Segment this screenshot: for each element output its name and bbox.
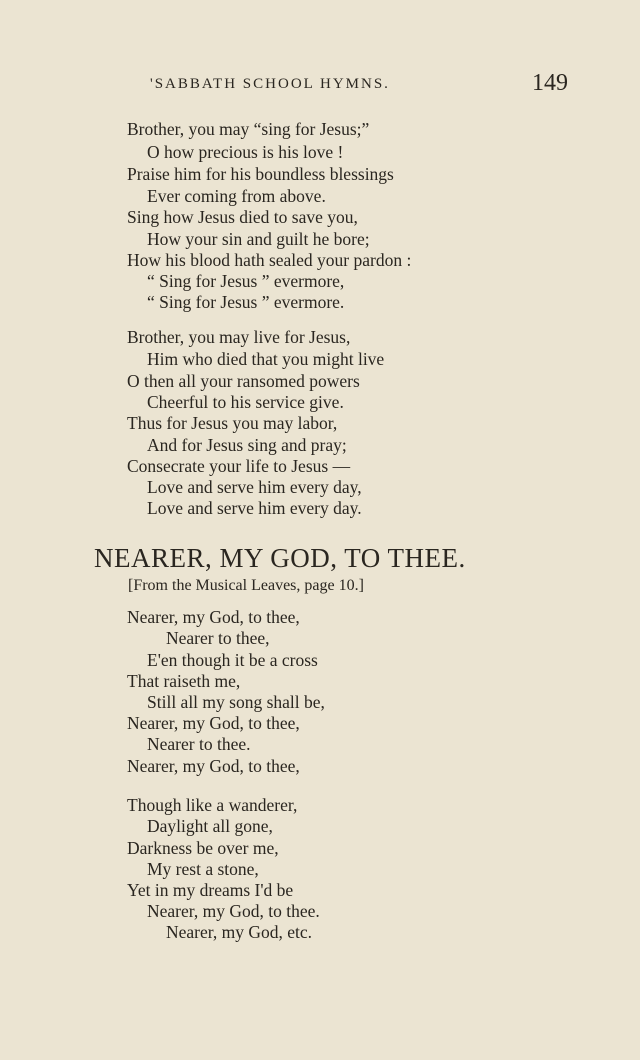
verse-line: Consecrate your life to Jesus — [127,456,351,476]
verse-line: Yet in my dreams I'd be [127,880,294,900]
verse-line: That raiseth me, [127,671,241,691]
hymn-title: NEARER, MY GOD, TO THEE. [94,543,466,573]
verse-line: My rest a stone, [147,859,259,879]
verse-line: “ Sing for Jesus ” evermore. [147,292,345,312]
verse-line: How your sin and guilt he bore; [147,229,370,249]
verse-line: Darkness be over me, [127,838,279,858]
verse-line: E'en though it be a cross [147,650,318,670]
verse-line: Nearer to thee, [166,628,270,648]
verse-line: Nearer, my God, etc. [166,922,313,942]
verse-line: Daylight all gone, [147,816,273,836]
verse-line: How his blood hath sealed your pardon : [127,250,412,270]
verse-line: Nearer, my God, to thee, [127,713,300,733]
verse-line: Still all my song shall be, [147,692,325,712]
verse-line: Nearer, my God, to thee, [127,607,300,627]
verse-line: O then all your ransomed powers [127,371,360,391]
verse-line: Love and serve him every day, [147,477,362,497]
page-number: 149 [532,70,568,96]
hymn-source: [From the Musical Leaves, page 10.] [128,577,364,594]
verse-line: Nearer to thee. [147,734,251,754]
verse-line: Nearer, my God, to thee, [127,756,300,776]
verse-line: Love and serve him every day. [147,498,362,518]
verse-line: Praise him for his boundless blessings [127,164,394,184]
verse-line: Cheerful to his service give. [147,392,344,412]
verse-line: And for Jesus sing and pray; [147,435,347,455]
verse-line: Sing how Jesus died to save you, [127,207,358,227]
verse-line: O how precious is his love ! [147,142,344,162]
verse-line: Thus for Jesus you may labor, [127,413,338,433]
running-head: 'SABBATH SCHOOL HYMNS. [150,76,390,92]
verse-line: Though like a wanderer, [127,795,298,815]
verse-line: Ever coming from above. [147,186,326,206]
verse-line: Nearer, my God, to thee. [147,901,320,921]
verse-line: “ Sing for Jesus ” evermore, [147,271,345,291]
verse-line: Brother, you may live for Jesus, [127,327,351,347]
verse-line: Brother, you may “sing for Jesus;” [127,119,370,139]
verse-line: Him who died that you might live [147,349,385,369]
